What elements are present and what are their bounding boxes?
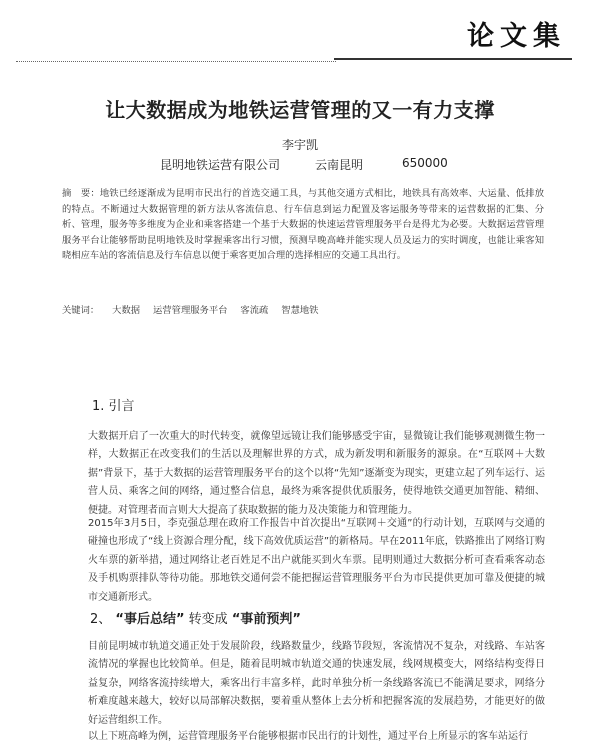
postcode: 650000 xyxy=(402,156,448,170)
paragraph: 以上下班高峰为例，运营管理服务平台能够根据市民出行的计划性，通过平台上所显示的客车站运行 xyxy=(88,731,528,742)
paragraph: 2015年3月5日，李克强总理在政府工作报告中首次提出“互联网＋交通”的行动计划，互联网与交通的碰撞也形成了“线上资源合理分配，线下高效优质运营”的新格局。早在2011年底，铁路推出了网络订购火车票的新举措，通过网络让老百姓足不出户就能买到火车票。昆明则通过大数据分析可查看乘客动态及手机购票排队等待功能。那地铁交通何尝不能把握运营管理服务平台为市民提供更加可靠及便捷的城市交通新形式。 xyxy=(88,518,545,603)
header-dotted-rule xyxy=(16,61,336,62)
heading-quote: “事前预判” xyxy=(231,612,301,627)
author-name: 李宇凯 xyxy=(282,138,319,152)
keyword: 客流疏 xyxy=(240,305,269,316)
section-heading-2 xyxy=(90,608,301,627)
keyword: 智慧地铁 xyxy=(281,305,319,316)
keywords-label: 关键词： xyxy=(62,305,100,316)
location: 云南昆明 xyxy=(315,158,364,172)
abstract: 摘 要：地铁已经逐渐成为昆明市民出行的首选交通工具，与其他交通方式相比，地铁具有高效率、大运量、低排放的特点。不断通过大数据管理的新方法从客流信息、行车信息到运力配置及客运服务等带来的运营数据的汇集、分析、管理，服务等多维度为企业和乘客搭建一个基于大数据的快速运营管理服务平台是得尤为必要。大数据运营管理服务平台让能够帮助昆明地铁及时掌握乘客出行习惯，预测早晚高峰并能实现人员及运力的实时调度，也能让乘客知晓相应车站的客流信息及行车信息以便于乘客更加合理的选择相应的交通工具出行。 xyxy=(62,188,544,262)
keyword: 运营管理服务平台 xyxy=(153,305,228,316)
heading-mid: 转变成 xyxy=(188,612,228,627)
affiliation-line xyxy=(160,156,448,173)
affiliation: 昆明地铁运营有限公司 xyxy=(160,158,281,172)
keyword: 大数据 xyxy=(112,305,141,316)
section-number: 2、 xyxy=(90,612,112,627)
keywords xyxy=(62,302,544,316)
paper-title: 让大数据成为地铁运营管理的又一有力支撑 xyxy=(105,98,495,122)
section-heading-intro: 1. 引言 xyxy=(92,399,135,414)
header-rule xyxy=(334,58,572,60)
heading-quote: “事后总结” xyxy=(115,612,185,627)
paragraph: 目前昆明城市轨道交通正处于发展阶段，线路数量少，线路节段短，客流情况不复杂，对线路、车站客流情况的掌握也比较简单。但是，随着昆明城市轨道交通的快速发展，线网规模变大，网络结构变得日益复杂，网络客流持续增大，乘客出行丰富多样，此时单独分析一条线路客流已不能满足要求，网络分析难度越来越大，较好以局部解决数据，要着重从整体上去分析和把握客流的发展趋势，才能更好的做好运营组织工作。 xyxy=(88,641,545,726)
journal-label: 论文集 xyxy=(467,21,566,52)
paragraph: 大数据开启了一次重大的时代转变，就像望远镜让我们能够感受宇宙，显微镜让我们能够观测微生物一样，大数据正在改变我们的生活以及理解世界的方式，成为新发明和新服务的源泉。在“互联网＋大数据”背景下，基于大数据的运营管理服务平台的这个以将“先知”逐渐变为现实，更建立起了列车运行、运营人员、乘客之间的网络，通过整合信息，最终为乘客提供优质服务，使得地铁交通更加智能、精细、便捷。对管理者而言则大大提高了获取数据的能力及决策能力和管理能力。 xyxy=(88,431,545,516)
